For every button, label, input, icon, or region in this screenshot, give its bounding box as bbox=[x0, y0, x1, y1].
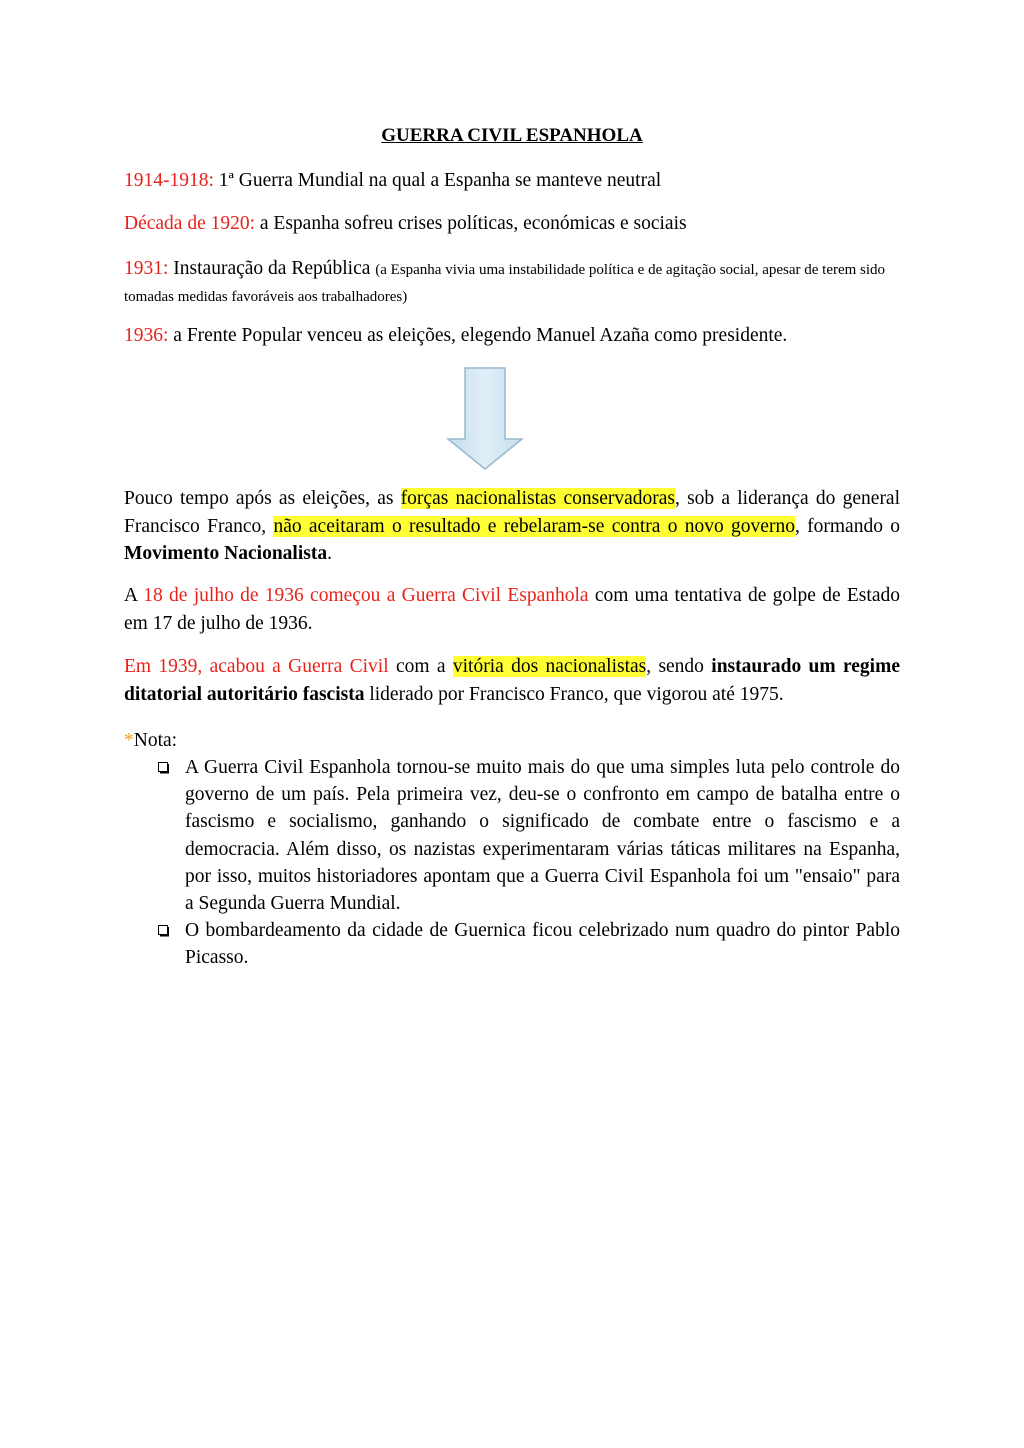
timeline-date: 1936: bbox=[124, 325, 169, 346]
timeline-text: Instauração da República bbox=[168, 258, 376, 279]
highlight-text: não aceitaram o resultado e rebelaram-se contra o novo governo bbox=[273, 515, 795, 537]
checkbox-bullet-icon bbox=[158, 762, 170, 774]
timeline-item-1914 bbox=[124, 168, 900, 194]
paragraph-text: com a bbox=[388, 656, 453, 677]
paragraph-text: , formando o bbox=[794, 515, 900, 537]
paragraph-text: , sendo bbox=[646, 656, 712, 677]
timeline-text: 1ª Guerra Mundial na qual a Espanha se manteve neutral bbox=[213, 170, 662, 191]
document-title: GUERRA CIVIL ESPANHOLA bbox=[381, 125, 643, 146]
paragraph-war-start bbox=[124, 582, 900, 637]
highlight-text: vitória dos nacionalistas bbox=[452, 656, 647, 677]
red-text: Em 1939, acabou a Guerra Civil bbox=[124, 656, 389, 677]
paragraph-nationalist-forces bbox=[124, 485, 900, 568]
note-list bbox=[124, 754, 900, 972]
bold-text: instaurado um regime ditatorial autoritário fascista bbox=[124, 656, 900, 705]
timeline-text: a Frente Popular venceu as eleições, elegendo Manuel Azaña como presidente. bbox=[168, 325, 788, 346]
bold-text: Movimento Nacionalista bbox=[124, 543, 328, 564]
highlight-text: forças nacionalistas conservadoras bbox=[400, 488, 675, 509]
red-text: 18 de julho de 1936 começou a Guerra Civil Espanhola bbox=[143, 585, 589, 606]
timeline-item-1931 bbox=[124, 256, 900, 310]
paragraph-text: A bbox=[124, 585, 144, 606]
timeline-note: (a Espanha vivia uma instabilidade política e de agitação social, apesar de terem sido tomadas medidas favoráveis aos trabalhadores) bbox=[124, 262, 886, 305]
timeline-date: Década de 1920: bbox=[124, 213, 256, 234]
list-item bbox=[124, 917, 900, 971]
down-arrow-icon bbox=[446, 367, 524, 471]
list-item bbox=[124, 754, 900, 917]
asterisk: * bbox=[124, 730, 134, 751]
note-heading bbox=[124, 728, 177, 754]
list-item-text: A Guerra Civil Espanhola tornou-se muito mais do que uma simples luta pelo controle do governo de um país. Pela primeira vez, deu-se o confronto em campo de batalha entre o fascismo e socialismo, ganhando o significado de combate entre o fascismo e a democracia. Além disso, os nazistas experimentaram várias táticas militares na Espanha, por isso, muitos historiadores apontam que a Guerra Civil Espanhola foi um "ensaio" para a Segunda Guerra Mundial. bbox=[185, 757, 900, 915]
paragraph-text: liderado por Francisco Franco, que vigorou até 1975. bbox=[364, 683, 784, 705]
paragraph-text: Pouco tempo após as eleições, as bbox=[124, 488, 401, 509]
timeline-date: 1931: bbox=[124, 258, 169, 279]
timeline-text: a Espanha sofreu crises políticas, económicas e sociais bbox=[255, 213, 687, 234]
timeline-item-1936 bbox=[124, 323, 900, 349]
list-item-text: O bombardeamento da cidade de Guernica ficou celebrizado num quadro do pintor Pablo Picasso. bbox=[185, 920, 900, 969]
paragraph-text: com uma tentativa de golpe de Estado em 17 de julho de 1936. bbox=[124, 585, 900, 634]
note-label: Nota: bbox=[133, 730, 178, 751]
timeline-item-1920 bbox=[124, 211, 900, 237]
paragraph-text: , sob a liderança do general Francisco Franco, bbox=[124, 488, 901, 537]
timeline-date: 1914-1918: bbox=[124, 170, 214, 191]
paragraph-text: . bbox=[327, 543, 332, 564]
checkbox-bullet-icon bbox=[158, 925, 170, 937]
paragraph-war-end bbox=[124, 653, 900, 708]
